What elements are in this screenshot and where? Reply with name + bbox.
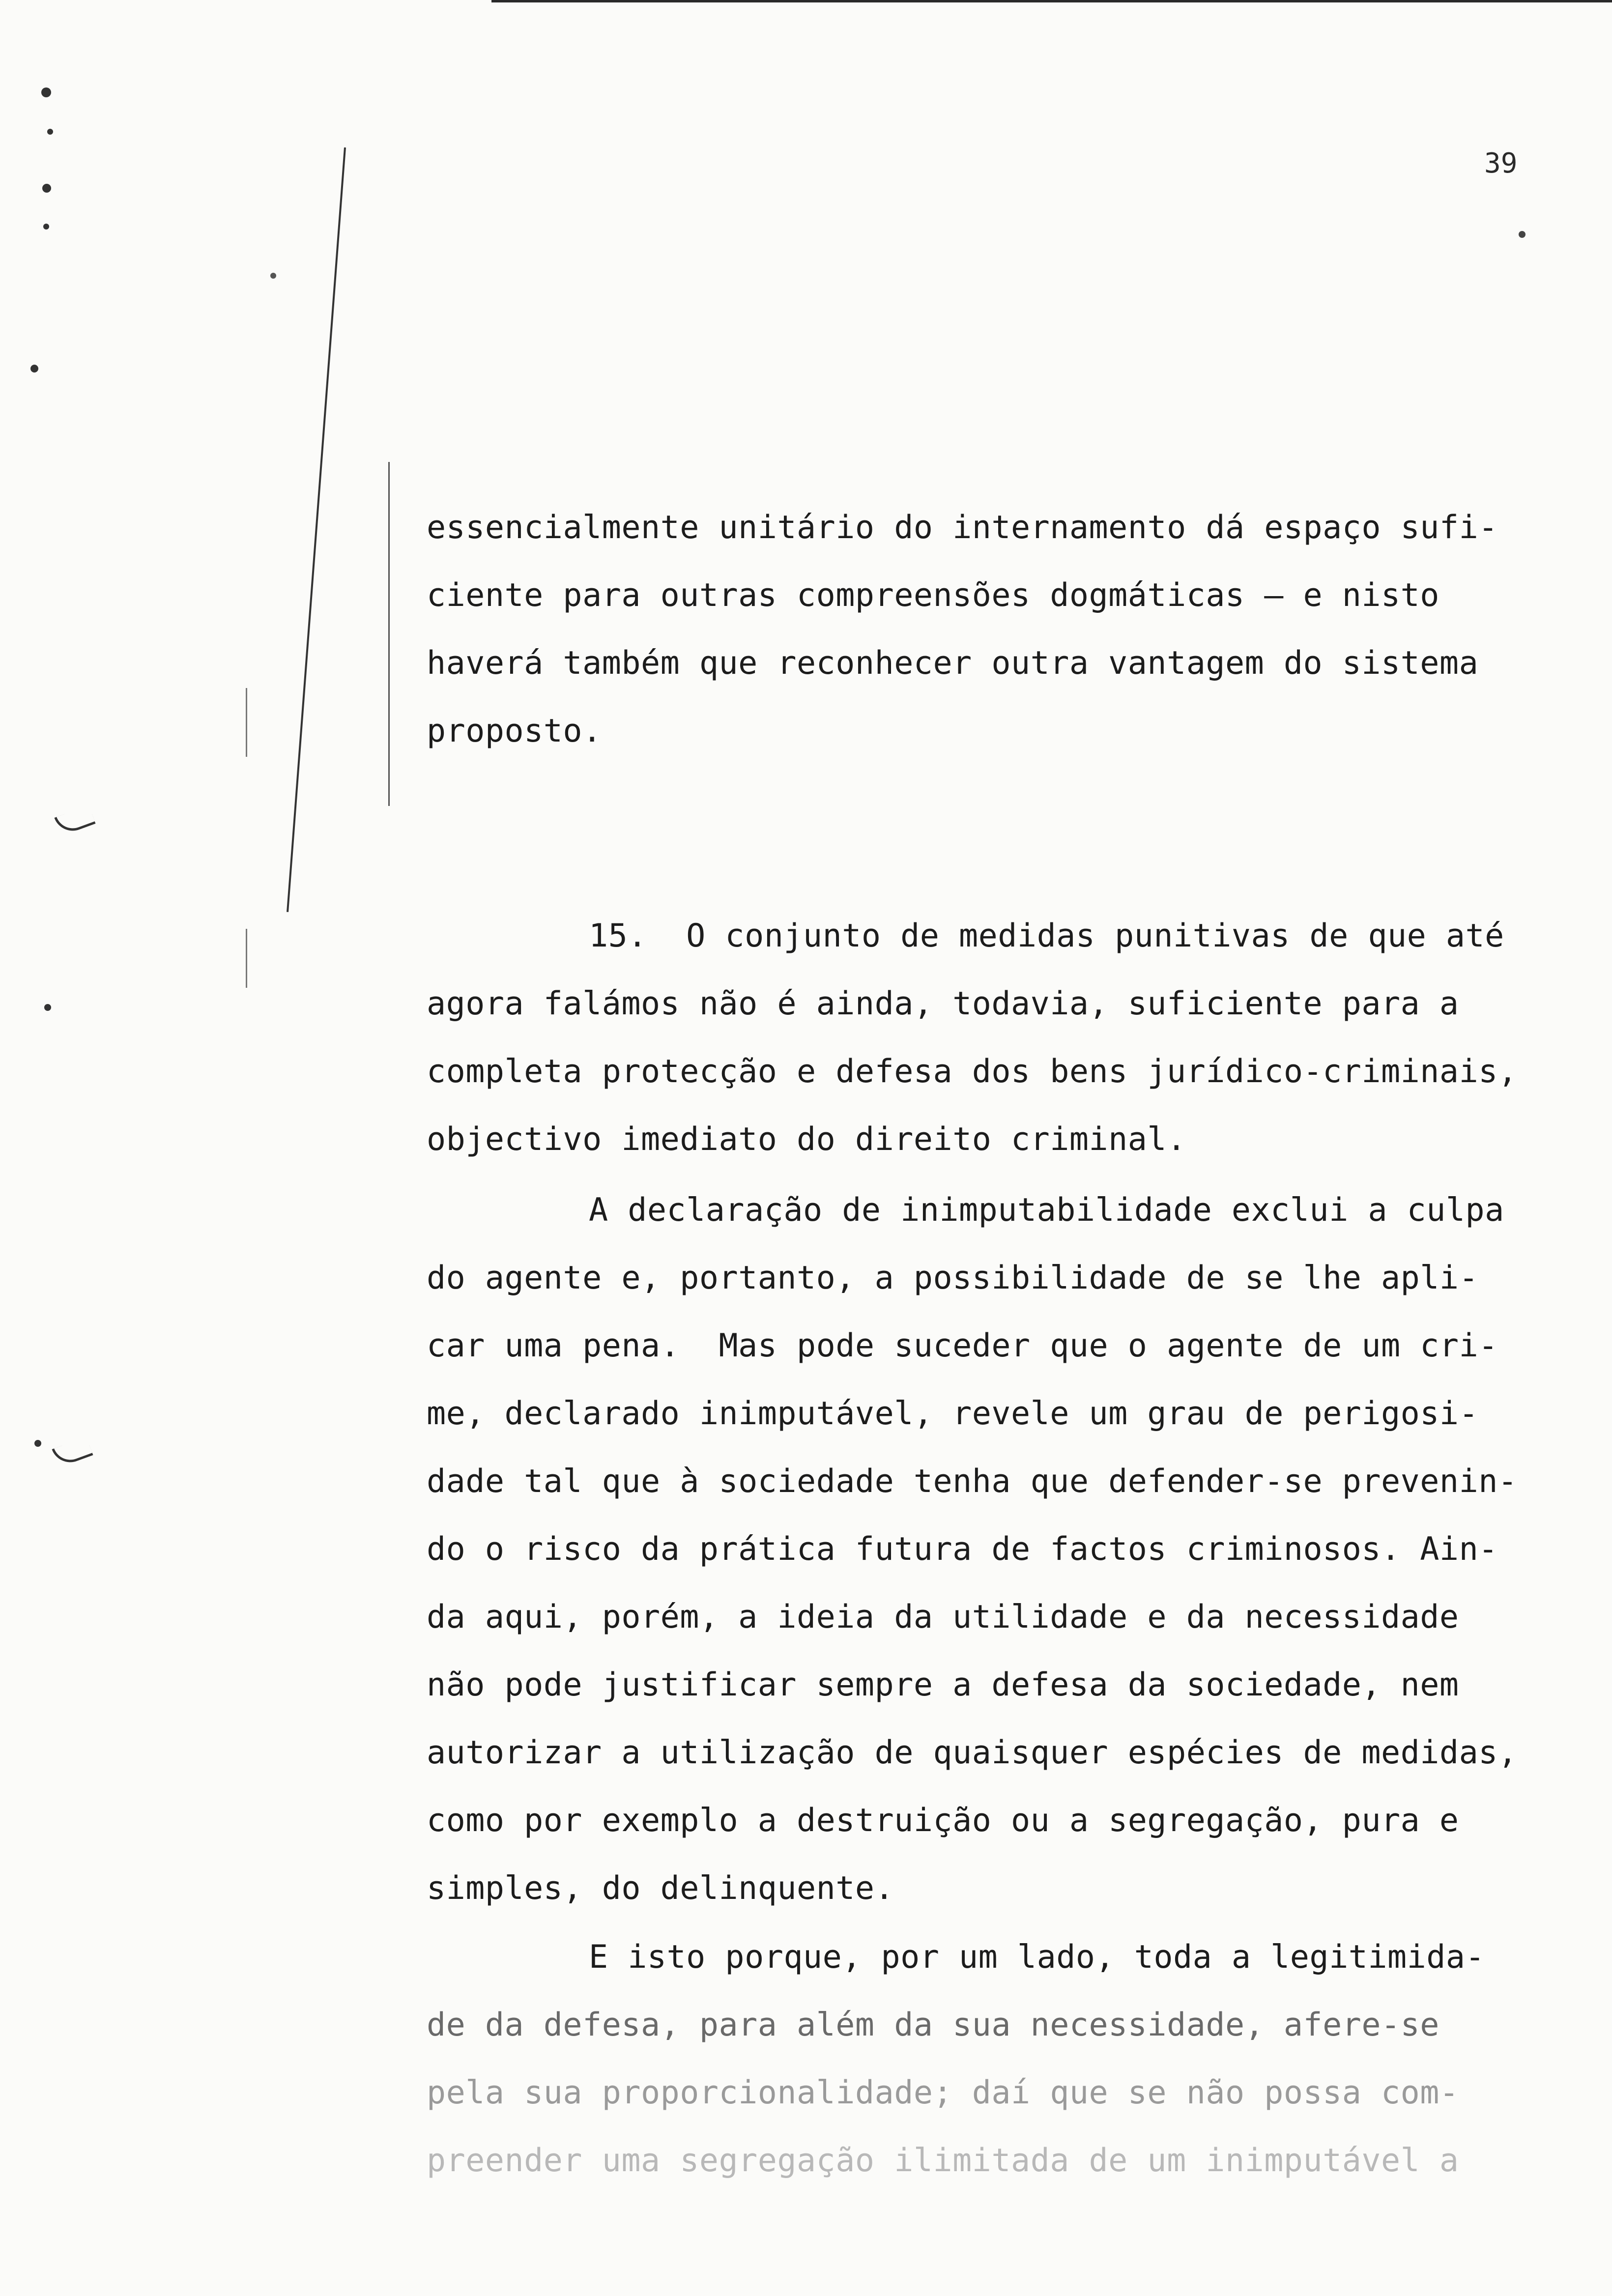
margin-line bbox=[388, 462, 390, 806]
margin-dot bbox=[44, 1004, 51, 1011]
margin-arc bbox=[52, 1436, 93, 1467]
text-line: como por exemplo a destruição ou a segregação, pura e bbox=[427, 1802, 1459, 1839]
margin-arc bbox=[54, 805, 95, 836]
text-line: do agente e, portanto, a possibilidade de se lhe apli- bbox=[427, 1260, 1479, 1296]
margin-dot bbox=[34, 1440, 41, 1447]
text-line: essencialmente unitário do internamento dá espaço sufi- bbox=[427, 509, 1498, 546]
paragraph-3 bbox=[427, 1177, 1557, 1923]
text-line: A declaração de inimputabilidade exclui a culpa bbox=[589, 1192, 1504, 1229]
margin-line bbox=[287, 147, 346, 912]
text-line: haverá também que reconhecer outra vantagem do sistema bbox=[427, 645, 1479, 682]
paragraph-1 bbox=[427, 494, 1557, 765]
paragraph-2 bbox=[427, 902, 1557, 1174]
margin-dot bbox=[42, 184, 51, 193]
text-line: de da defesa, para além da sua necessidade, afere-se bbox=[427, 2007, 1439, 2043]
text-line: 15. O conjunto de medidas punitivas de que até bbox=[589, 918, 1504, 954]
text-line: car uma pena. Mas pode suceder que o agente de um cri- bbox=[427, 1327, 1498, 1364]
text-line: agora falámos não é ainda, todavia, suficiente para a bbox=[427, 985, 1459, 1022]
paragraph-4 bbox=[427, 1923, 1557, 2195]
text-line: autorizar a utilização de quaisquer espécies de medidas, bbox=[427, 1734, 1518, 1771]
margin-line bbox=[246, 929, 247, 988]
text-line: ciente para outras compreensões dogmáticas — e nisto bbox=[427, 577, 1439, 614]
margin-dot bbox=[47, 129, 53, 135]
text-line: me, declarado inimputável, revele um grau de perigosi- bbox=[427, 1395, 1479, 1432]
margin-dot bbox=[270, 273, 276, 279]
text-line: não pode justificar sempre a defesa da sociedade, nem bbox=[427, 1666, 1459, 1703]
text-line: preender uma segregação ilimitada de um inimputável a bbox=[427, 2142, 1459, 2179]
text-line: completa protecção e defesa dos bens jurídico-criminais, bbox=[427, 1053, 1518, 1090]
text-line: simples, do delinquente. bbox=[427, 1870, 894, 1907]
text-line: do o risco da prática futura de factos criminosos. Ain- bbox=[427, 1531, 1498, 1568]
text-line: da aqui, porém, a ideia da utilidade e da necessidade bbox=[427, 1599, 1459, 1636]
text-line: pela sua proporcionalidade; daí que se não possa com- bbox=[427, 2074, 1459, 2111]
margin-dot bbox=[1519, 231, 1526, 238]
page-number: 39 bbox=[1484, 147, 1518, 179]
margin-dot bbox=[41, 87, 51, 97]
text-line: E isto porque, por um lado, toda a legitimida- bbox=[589, 1939, 1485, 1976]
text-line: dade tal que à sociedade tenha que defender-se prevenin- bbox=[427, 1463, 1518, 1500]
top-rule bbox=[491, 0, 1612, 2]
margin-line bbox=[246, 688, 247, 757]
text-line: objectivo imediato do direito criminal. bbox=[427, 1121, 1186, 1158]
margin-dot bbox=[30, 365, 38, 373]
text-line: proposto. bbox=[427, 713, 602, 749]
margin-dot bbox=[43, 224, 49, 230]
